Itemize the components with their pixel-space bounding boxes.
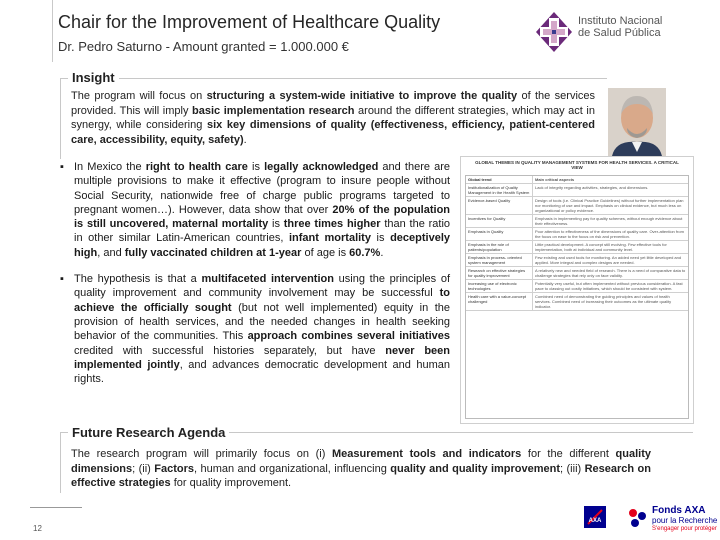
table-row bbox=[466, 228, 688, 241]
table-cell-theme: Global trend bbox=[466, 176, 533, 183]
table-cell-critique: Few existing and used tools for monitoring. An added need yet little developed and applied. More integral and complex designs are needed. bbox=[535, 255, 682, 265]
fonds-axa-logo bbox=[652, 505, 717, 533]
table-cell-critique: Little practical development. A concept still evolving. Few effective tools for implementation, both at individual and community level. bbox=[535, 242, 667, 252]
quality-themes-table-image bbox=[460, 156, 694, 424]
portrait-photo bbox=[608, 88, 666, 156]
bullet-list bbox=[60, 160, 450, 398]
fonds-axa-line2: pour la Recherche bbox=[652, 516, 718, 525]
table-row bbox=[466, 197, 688, 215]
bullet-marker: ▪ bbox=[60, 161, 64, 173]
table-row bbox=[466, 254, 688, 267]
table-cell-theme: Research on effective strategies for quality improvement bbox=[466, 267, 533, 279]
table-row bbox=[466, 215, 688, 228]
bullet-item-mexico: ▪ In Mexico the right to health care is legally acknowledged and there are multiple provisions to make it effective (program to insure people without Social Security, nationwide free of charge public programs targeted to pregnant women…). However, data show that over 20% of the population is still uncovered, maternal mortality is three times higher than the ratio in other similar Latin-American countries, infant mortality is deceptively high, and fully vaccinated children at 1-year of age is 60.7%. bbox=[60, 161, 451, 259]
institution-name-line2: de Salud Pública bbox=[578, 27, 661, 39]
table-cell-critique: Poor attention to effectiveness of the dimensions of quality care. Over-attention from the focus on ease to the focus on risk and prevention. bbox=[535, 229, 684, 239]
fonds-axa-line3: S'engager pour protéger bbox=[652, 526, 717, 532]
table-cell-critique: Design of tools (i.e. Clinical Practice Guidelines) without further implementation plan nor monitoring of use and impact. Emphasis on clinical evidence, but much less on organizational or policy evidence. bbox=[535, 198, 684, 213]
fonds-axa-emblem-icon bbox=[626, 506, 648, 528]
table-title: GLOBAL THEMES IN QUALITY MANAGEMENT SYSTEMS FOR HEALTH SERVICES. A CRITICAL VIEW bbox=[475, 160, 679, 170]
fonds-axa-line1: Fonds AXA bbox=[652, 505, 706, 516]
bullet-marker: ▪ bbox=[60, 273, 64, 286]
axa-logo-text: AXA bbox=[588, 518, 602, 524]
axa-logo bbox=[584, 506, 606, 528]
table-row bbox=[466, 241, 688, 254]
page-subtitle: Dr. Pedro Saturno - Amount granted = 1.000.000 € bbox=[58, 39, 349, 54]
table-cell-critique: Lack of integrity regarding activities, strategies, and dimensions. bbox=[535, 185, 649, 190]
table-row bbox=[466, 184, 688, 197]
institution-emblem-icon bbox=[536, 12, 572, 52]
table-grid bbox=[465, 175, 689, 419]
table-cell-theme: Emphasis in the role of patients/population bbox=[466, 241, 533, 253]
insight-heading: Insight bbox=[68, 70, 119, 85]
future-heading: Future Research Agenda bbox=[68, 425, 229, 440]
table-row bbox=[466, 267, 688, 280]
table-row bbox=[466, 280, 688, 293]
footer-divider bbox=[30, 507, 82, 508]
bullet-item-hypothesis: ▪ The hypothesis is that a multifaceted intervention using the principles of quality improvement and community involvement may be successful to achieve the officially sought (but not well implemented) equity in the provision of health services, and the needed changes in health seeking behavior of the communities. This approach combines several initiatives credited with successful histories separately, but have never been implemented jointly, and advances democratic development and human rights. bbox=[60, 273, 451, 386]
future-paragraph: The research program will primarily focus on (i) Measurement tools and indicators for the different quality dimensions; (ii) Factors, human and organizational, influencing quality and quality improvement; (iii) Research on effective strategies for quality improvement. bbox=[71, 448, 651, 489]
table-cell-theme: Incentives for Quality bbox=[466, 215, 533, 227]
table-cell-theme: Emphasis in process- oriented system management bbox=[466, 254, 533, 266]
institution-logo bbox=[536, 12, 706, 52]
insight-paragraph: The program will focus on structuring a system-wide initiative to improve the quality of the services provided. This will imply basic implementation research around the different strategies, which may act in synergy, while considering six key dimensions of quality (effectiveness, efficiency, patient-centered care, accessibility, equity, safety). bbox=[71, 90, 596, 146]
table-cell-critique: A relatively new and needed field of research. There is a need of comparative data to challenge strategies that rely only on face validity. bbox=[535, 268, 686, 278]
table-cell-theme: Evidence-based Quality bbox=[466, 197, 533, 214]
table-cell-critique: Potentially very useful, but often implemented without previous consideration. A fast pace to classing out costly initiatives, which should be consistent with system. bbox=[535, 281, 683, 291]
table-cell-theme: Institutionalization of Quality Management in the Health System bbox=[466, 184, 533, 196]
institution-name-line1: Instituto Nacional bbox=[578, 15, 663, 27]
page-number: 12 bbox=[33, 524, 42, 533]
table-cell-critique: Combined need of demonstrating the guiding principles and values of health services. Combined need of increasing their outcomes as the ultimate quality indicator. bbox=[535, 294, 672, 309]
table-cell-critique: Main critical aspects bbox=[535, 177, 575, 182]
table-row bbox=[466, 293, 688, 311]
page-title: Chair for the Improvement of Healthcare Quality bbox=[58, 12, 441, 32]
table-cell-critique: Emphasis in implementing pay for quality schemes, without enough evidence about their effectiveness. bbox=[535, 216, 683, 226]
table-cell-theme: Increasing use of electronic technologies bbox=[466, 280, 533, 292]
table-cell-theme: Health care with a value-concept challenged bbox=[466, 293, 533, 310]
title-divider bbox=[52, 0, 53, 62]
table-row bbox=[466, 176, 688, 184]
table-cell-theme: Emphasis in Quality bbox=[466, 228, 533, 240]
